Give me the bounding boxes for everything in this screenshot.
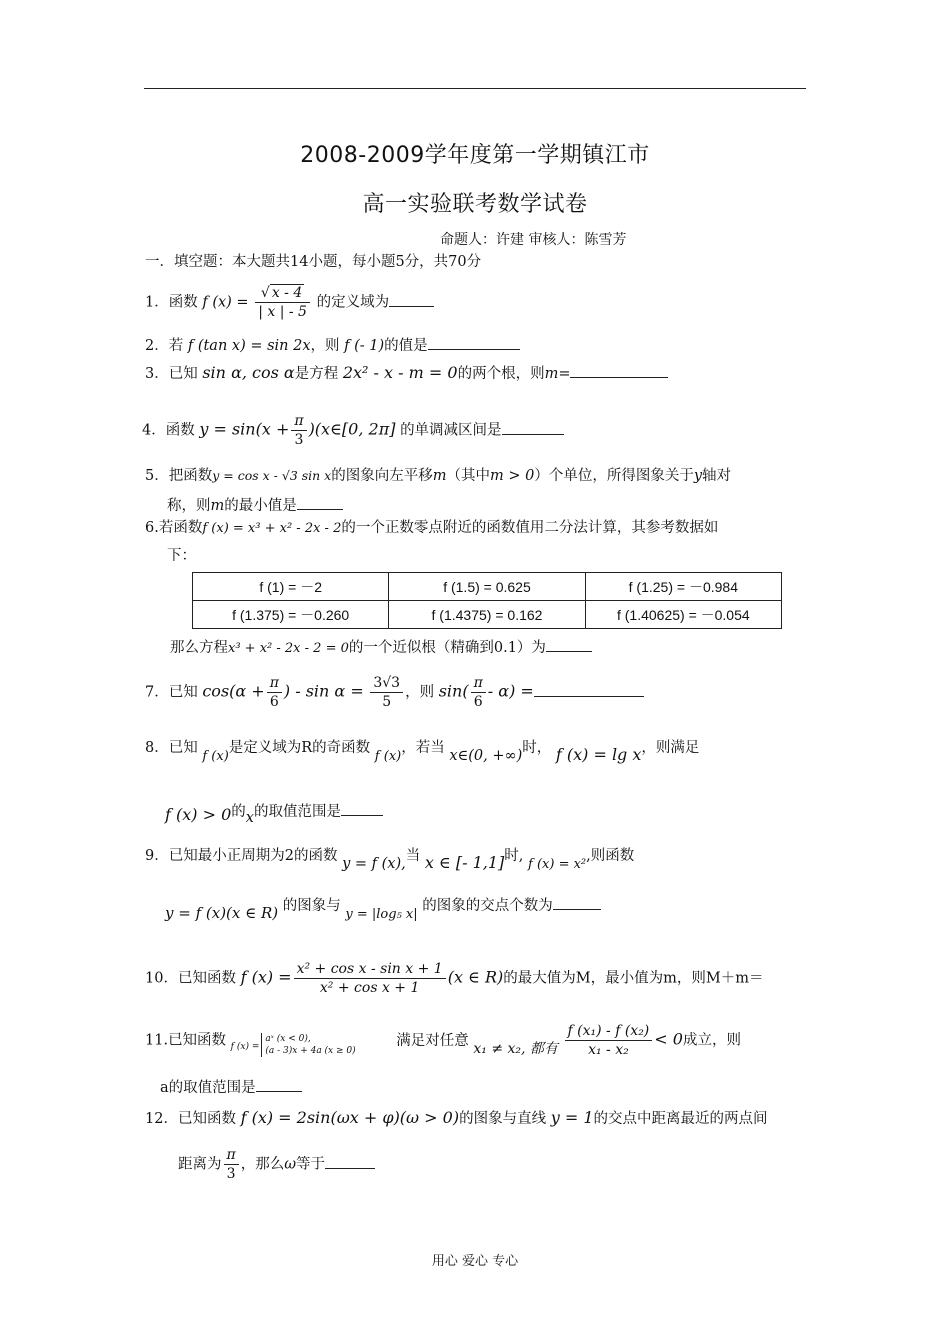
question-7: 7．已知 cos(α + $\frac{\pi}{6}$ ) - sin α = $\frac{3√3}{5}$ ，则 sin( $\frac{\pi}{6}$ - α) = bbox=[145, 674, 644, 711]
question-5-line2: 称，则m的最小值是 bbox=[167, 494, 343, 516]
question-6-line1: 6.若函数f (x) = x³ + x² - 2x - 2的一个正数零点附近的函数值用二分法计算，其参考数据如 bbox=[145, 520, 719, 536]
table-cell: f (1.40625) = －0.054 bbox=[585, 601, 781, 629]
question-11-line2: a的取值范围是 bbox=[160, 1076, 302, 1098]
question-12-line2: 距离为 $\frac{\pi}{3}$ ，那么ω等于 bbox=[178, 1146, 375, 1183]
question-6-line2: 下： bbox=[167, 548, 196, 564]
question-11-line1: 11.已知函数 $_{f (x) =}$ aˣ (x < 0), (a - 3)x + 4a (x ≥ 0) 满足对任意 x₁ ≠ x₂, 都有 $\frac{\text{f (x₁) - f (x₂)}}{\text{x₁ - x₂}}$ < 0成立，则 bbox=[145, 1023, 741, 1058]
answer-blank bbox=[325, 1153, 375, 1169]
q1-fraction: $\frac{√ x - 4}{| x | - 5}$ bbox=[255, 284, 310, 321]
question-8-line2: f (x) > 0的x的取值范围是 bbox=[165, 800, 383, 822]
table-cell: f (1.5) = 0.625 bbox=[389, 573, 585, 601]
answer-blank bbox=[428, 334, 520, 350]
exam-title-line2: 高一实验联考数学试卷 bbox=[362, 192, 588, 217]
answer-blank bbox=[297, 494, 343, 510]
question-6-line3: 那么方程x³ + x² - 2x - 2 = 0的一个近似根（精确到0.1）为 bbox=[170, 636, 592, 659]
table-cell: f (1.4375) = 0.162 bbox=[389, 601, 585, 629]
question-12-line1: 12．已知函数 f (x) = 2sin(ωx + φ)(ω > 0)的图象与直线 y = 1的交点中距离最近的两点间 bbox=[145, 1108, 768, 1127]
question-9-line2: y = f (x)(x ∈ R) 的图象与 y = |log₅ x| 的图象的交点个数为 bbox=[165, 894, 601, 917]
question-10: 10．已知函数 f (x) = $\frac{\text{x² + cos x - sin x + 1}}{\text{x² + cos x + 1}}$ (x ∈ R)的最大值为M，最小值为m，则M＋m＝ bbox=[145, 961, 764, 996]
answer-blank bbox=[502, 419, 564, 435]
authors-line: 命题人：许建 审核人：陈雪芳 bbox=[440, 232, 627, 248]
top-rule bbox=[144, 88, 806, 89]
answer-blank bbox=[341, 800, 383, 816]
question-5-line1: 5．把函数y = cos x - √3 sin x的图象向左平移m（其中m > 0）个单位，所得图象关于y轴对 bbox=[145, 468, 732, 484]
table-row bbox=[193, 601, 782, 629]
table-cell: f (1.375) = －0.260 bbox=[193, 601, 389, 629]
answer-blank bbox=[256, 1076, 302, 1092]
table-cell: f (1) = －2 bbox=[193, 573, 389, 601]
answer-blank bbox=[389, 291, 434, 307]
page-footer: 用心 爱心 专心 bbox=[431, 1254, 519, 1269]
question-3: 3．已知 sin α, cos α是方程 2x² - x - m = 0的两个根，则m= bbox=[145, 362, 668, 384]
answer-blank bbox=[570, 362, 668, 378]
question-1: 1．函数 f (x) = $\frac{√ x - 4}{| x | - 5}$ 的定义域为 bbox=[145, 284, 434, 321]
table-row bbox=[193, 573, 782, 601]
answer-blank bbox=[534, 681, 644, 697]
table-cell: f (1.25) = －0.984 bbox=[585, 573, 781, 601]
question-8-line1: 8．已知 f (x)是定义域为R的奇函数 f (x)，若当 x∈(0, +∞)时， f (x) = lg x，则满足 bbox=[145, 740, 700, 764]
answer-blank bbox=[553, 894, 601, 910]
bisection-data-table bbox=[192, 572, 782, 629]
exam-title-line1: 2008-2009学年度第一学期镇江市 bbox=[300, 143, 650, 168]
answer-blank bbox=[546, 636, 592, 652]
question-4: 4．函数 y = sin(x + $\frac{\pi}{3}$ )(x∈[0, 2π] 的单调减区间是 bbox=[142, 412, 564, 449]
question-9-line1: 9．已知最小正周期为2的函数 y = f (x),当 x ∈ [- 1,1]时, f (x) = x²,则函数 bbox=[145, 848, 635, 872]
section-heading: 一．填空题：本大题共14小题，每小题5分，共70分 bbox=[145, 254, 482, 270]
question-2: 2．若 f (tan x) = sin 2x，则 f (- 1)的值是 bbox=[145, 334, 520, 356]
